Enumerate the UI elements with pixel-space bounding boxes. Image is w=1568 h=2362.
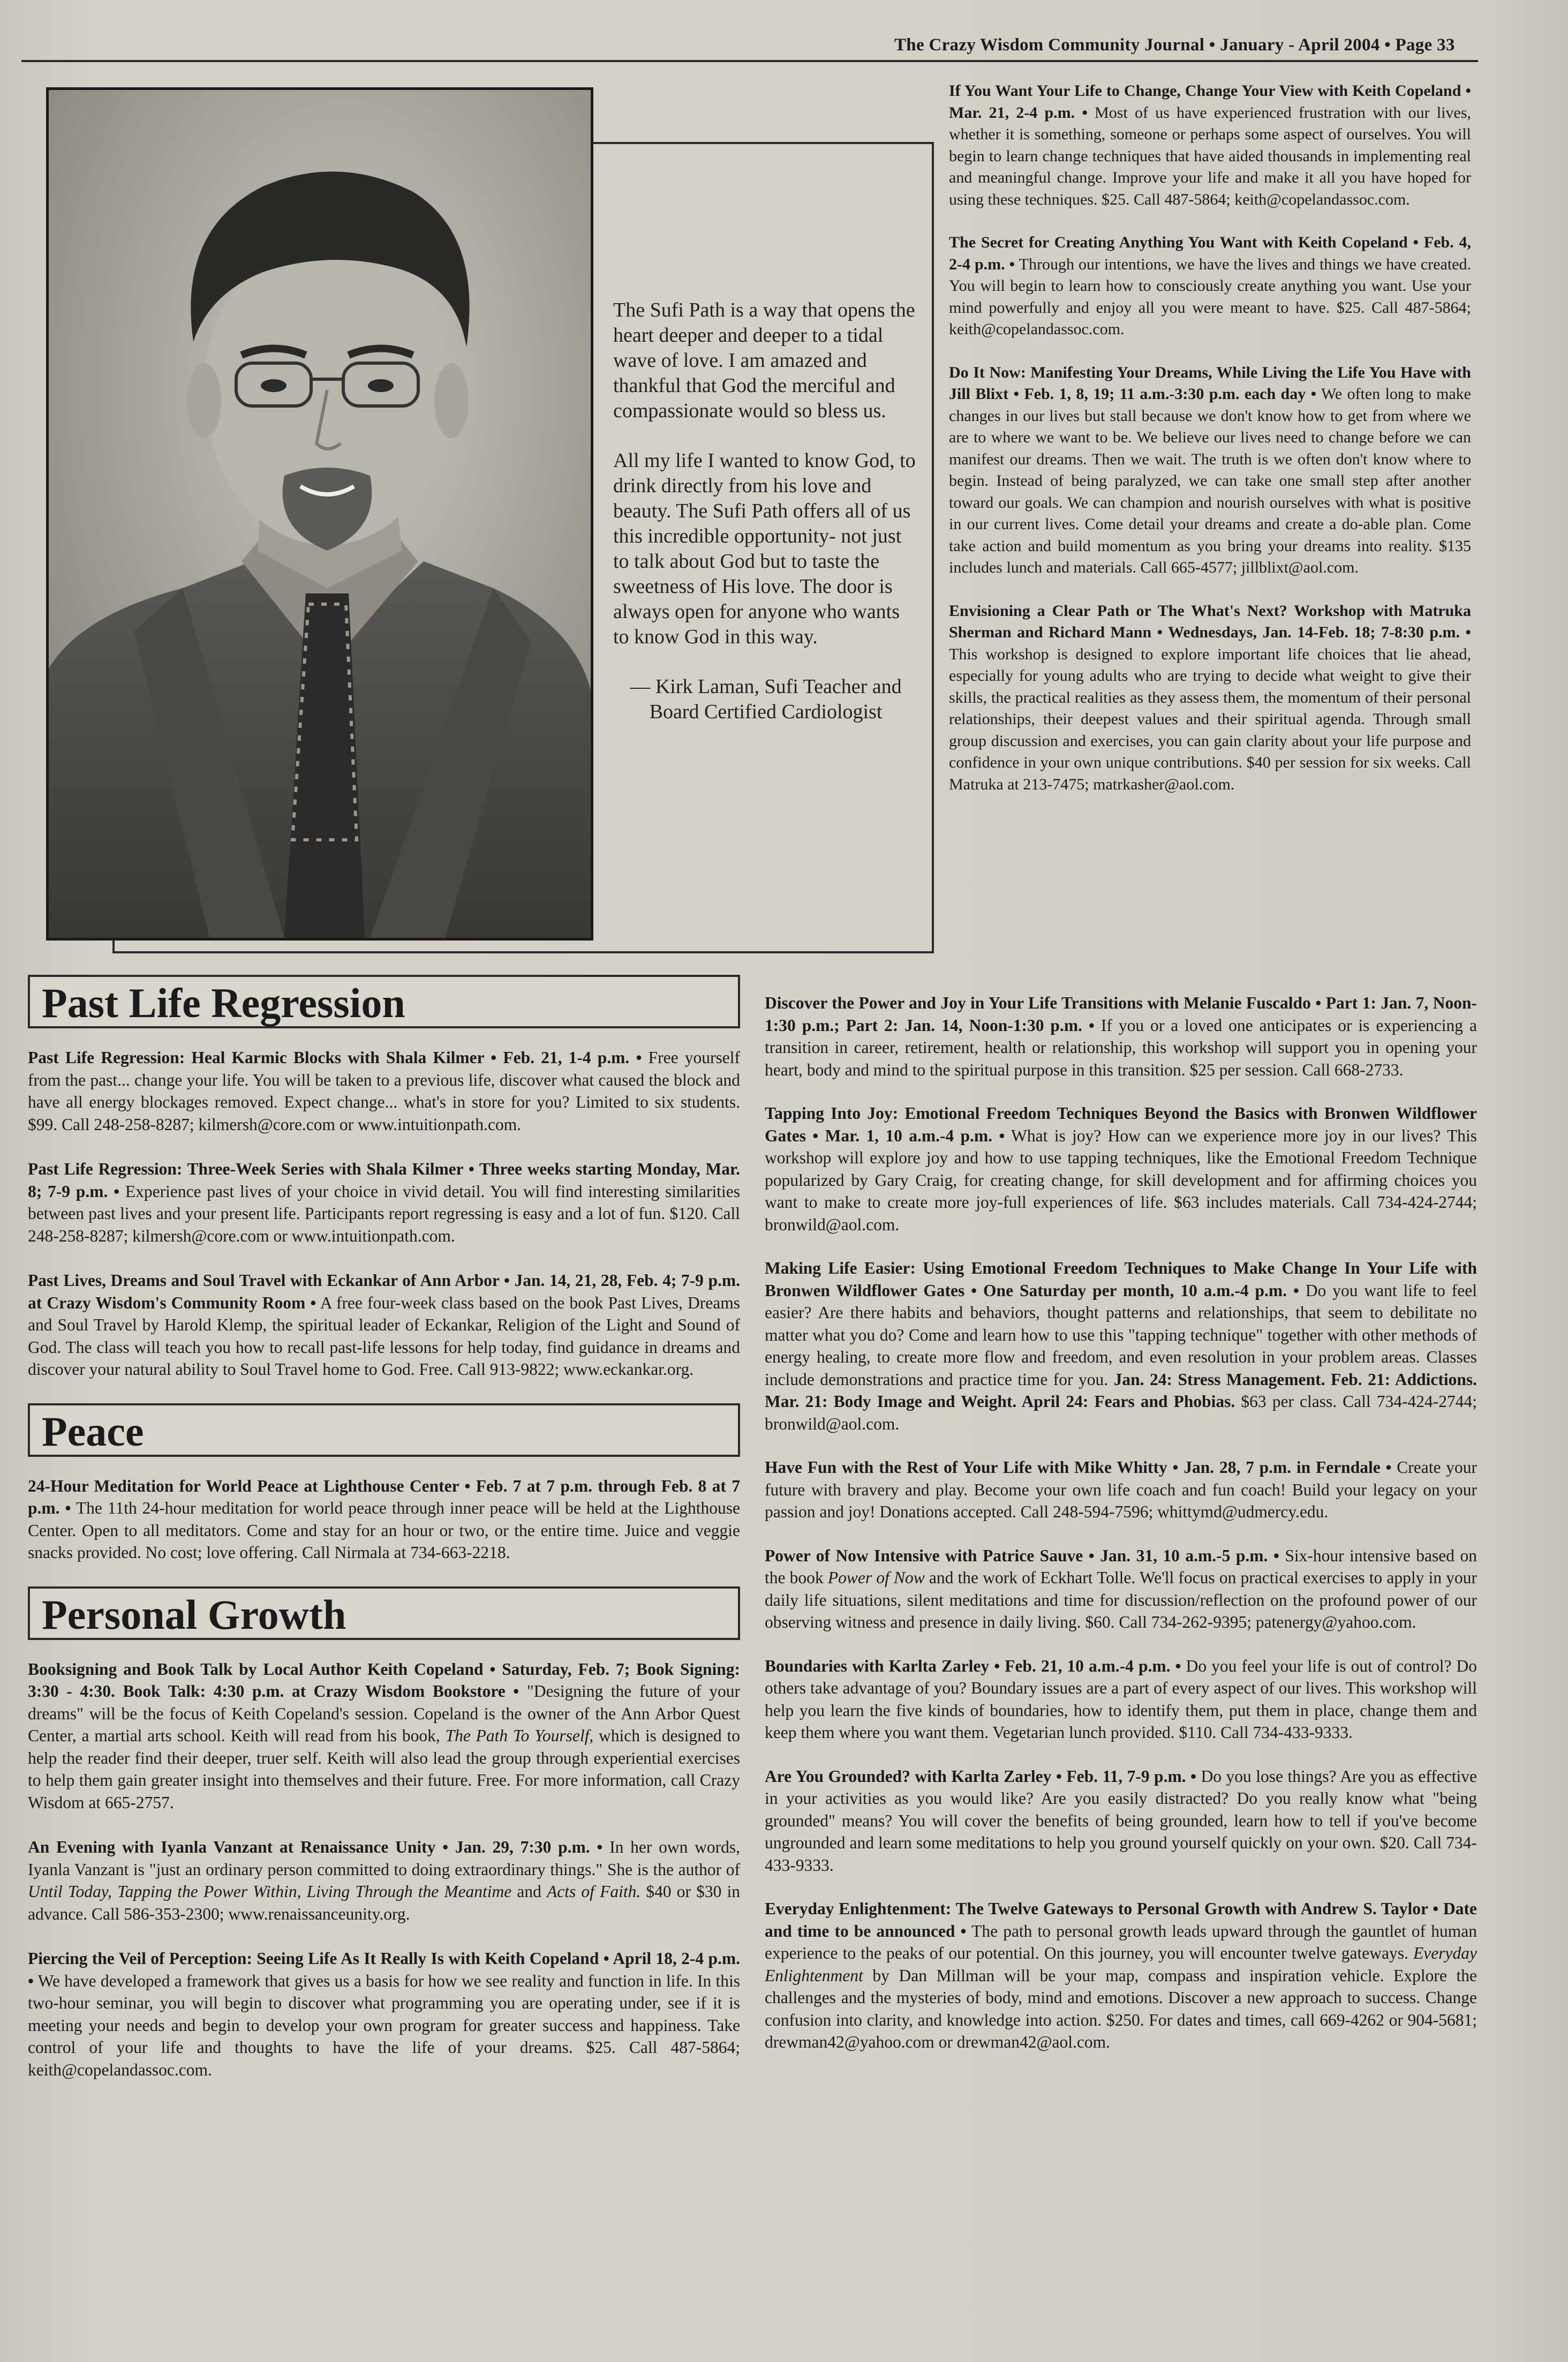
- listing-entry: [765, 1898, 1477, 2053]
- listing-title: Booksigning and Book Talk by Local Author Keith Copeland • Saturday, Feb. 7; Book Signing: 3:30 - 4:30. Book Talk: 4:30 p.m. at Crazy Wisdom Bookstore •: [28, 1659, 740, 1701]
- listing-title: Past Life Regression: Three-Week Series with Shala Kilmer • Three weeks starting Monday, Mar. 8; 7-9 p.m. •: [28, 1160, 740, 1201]
- listing-body: Six-hour intensive based on the book: [765, 1546, 1477, 1587]
- listing-title: Discover the Power and Joy in Your Life Transitions with Melanie Fuscaldo • Part 1: Jan. 7, Noon-1:30 p.m.; Part 2: Jan. 14, Noon-1:30 p.m. •: [765, 994, 1477, 1035]
- sufi-quote: [613, 298, 918, 725]
- listing-entry: [949, 362, 1471, 579]
- listing-body: and: [511, 1882, 547, 1901]
- listing-body: This workshop is designed to explore important life choices that lie ahead, especially for young adults who are trying to decide what weight to give their skills, the practical realities as they assess them, the momentum of their personal relationships, their deepest values and their spiritual agenda. Through small group discussion and exercises, you can gain clarity about your life purpose and confidence in your own unique contributions. $40 per session for six weeks. Call Matruka at 213-7475; matrkasher@aol.com.: [949, 645, 1471, 793]
- listing-entry: [28, 1158, 740, 1247]
- header-rule: [21, 60, 1478, 62]
- book-title: Until Today, Tapping the Power Within, Living Through the Meantime: [28, 1882, 512, 1901]
- quote-frame-right: [932, 142, 934, 953]
- book-title: Acts of Faith.: [547, 1882, 641, 1901]
- listing-entry: [949, 80, 1471, 210]
- listing-body: The path to personal growth leads upward through the gauntlet of human experience to the peaks of our potential. On this journey, you will encounter twelve gateways.: [765, 1921, 1477, 1962]
- listing-body: Through our intentions, we have the lives and things we have created. You will begin to learn how to consciously create anything you want. Use your mind powerfully and enjoy all you were meant to have. $25. Call 487-5864; keith@copelandassoc.com.: [949, 255, 1472, 338]
- listing-entry: [765, 1545, 1477, 1634]
- portrait-illustration: [49, 90, 591, 938]
- listing-body: Free yourself from the past... change your life. You will be taken to a previous life, discover what caused the block and have all energy blockages removed. Expect change... what's in store for you? Limited to six students. $99. Call 248-258-8287; kilmersh@core.com or www.intuitionpath.com.: [28, 1048, 740, 1134]
- section-heading-personal-growth: Personal Growth: [28, 1586, 740, 1640]
- portrait-photo: [46, 87, 593, 941]
- listing-entry: [28, 1047, 740, 1135]
- listing-title: Power of Now Intensive with Patrice Sauve • Jan. 31, 10 a.m.-5 p.m. •: [765, 1546, 1279, 1565]
- listing-body: Do you lose things? Are you as effective in your activities as you would like? Are you easily distracted? Do you really know what "being grounded" means? You will cover the benefits of being grounded, learn how to tell if you've become ungrounded and learn some meditations to help you ground yourself quickly on your own. $20. Call 734-433-9333.: [765, 1766, 1477, 1875]
- listing-title: Do It Now: Manifesting Your Dreams, While Living the Life You Have with Jill Blixt • Feb. 1, 8, 19; 11 a.m.-3:30 p.m. each day •: [949, 363, 1471, 403]
- listing-title: The Secret for Creating Anything You Want with Keith Copeland • Feb. 4, 2-4 p.m. •: [949, 234, 1471, 273]
- listing-body: The 11th 24-hour meditation for world peace through inner peace will be held at the Lighthouse Center. Open to all meditators. Come and stay for an hour or two, or the entire time. Juice and veggie snacks provided. No cost; love offering. Call Nirmala at 734-663-2218.: [28, 1499, 740, 1562]
- listing-body: We often long to make changes in our lives but stall because we don't know how to get from where we are to where we want to be. We believe our lives need to change before we can manifest our dreams. Then we wait. The truth is we often don't know where to begin. Instead of being paralyzed, we can take one small step after another toward our goals. We can champion and nourish ourselves with what is positive in our current lives. Come detail your dreams and create a do-able plan. Come take action and build momentum as you bring your dreams into reality. $135 includes lunch and materials. Call 665-4577; jillblixt@aol.com.: [949, 385, 1471, 576]
- listing-entry: [28, 1269, 740, 1381]
- listing-title: Are You Grounded? with Karlta Zarley • Feb. 11, 7-9 p.m. •: [765, 1766, 1197, 1786]
- listing-entry: [765, 992, 1477, 1081]
- listing-entry: [765, 1456, 1477, 1523]
- listing-entry: [765, 1655, 1477, 1744]
- listing-title: Past Lives, Dreams and Soul Travel with Eckankar of Ann Arbor • Jan. 14, 21, 28, Feb. 4; 7-9 p.m. at Crazy Wisdom's Community Room •: [28, 1271, 740, 1312]
- listing-title: Have Fun with the Rest of Your Life with Mike Whitty • Jan. 28, 7 p.m. in Ferndale •: [765, 1458, 1392, 1477]
- page-header: The Crazy Wisdom Community Journal • January - April 2004 • Page 33: [894, 35, 1455, 55]
- listing-body: Do you want life to feel easier? Are there habits and behaviors, thought patterns and relationships, that seem to debilitate no matter what you do? Come and learn how to use this "tapping technique" together with other methods of energy healing, to create more flow and freedom, and even resolution in your problem areas. Classes include demonstrations and practice time for you.: [765, 1281, 1477, 1389]
- quote-paragraph-2: All my life I wanted to know God, to drink directly from his love and beauty. The Sufi Path offers all of us this incredible opportunity- not just to talk about God but to taste the sweetness of His love. The door is always open for anyone who wants to know God in this way.: [613, 449, 916, 648]
- listing-body: and the work of Eckhart Tolle. We'll focus on practical exercises to apply in your daily life situations, silent meditations and time for discussion/reflection on the profound power of our observing witness and presence in daily living. $60. Call 734-262-9395; patenergy@yahoo.com.: [765, 1568, 1477, 1631]
- listing-body: Experience past lives of your choice in vivid detail. You will find interesting similarities between past lives and your present life. Participants report regressing is easy and a lot of fun. $120. Call 248-258-8287; kilmersh@core.com or www.intuitionpath.com.: [28, 1182, 740, 1245]
- book-title: Everyday Enlightenment: [765, 1944, 1477, 1985]
- listing-entry: [949, 232, 1471, 341]
- book-title: Power of Now: [827, 1568, 925, 1587]
- listing-title: Past Life Regression: Heal Karmic Blocks with Shala Kilmer • Feb. 21, 1-4 p.m. •: [28, 1048, 642, 1067]
- quote-frame-top: [589, 142, 934, 144]
- listing-entry: [765, 1102, 1477, 1236]
- listing-body: by Dan Millman will be your map, compass and inspiration vehicle. Explore the challenges and the mysteries of body, mind and emotions. Discover a new approach to success. Change confusion into clarity, and knowledge into action. $250. For dates and times, call 669-4262 or 904-5681; drewman42@yahoo.com or drewman42@aol.com.: [765, 1966, 1477, 2051]
- left-column: [28, 975, 740, 2103]
- listing-body: If you or a loved one anticipates or is experiencing a transition in career, retirement, health or relationship, this workshop will support you in opening your heart, body and mind to the spiritual purpose in this transition. $25 per session. Call 668-2733.: [765, 1015, 1477, 1079]
- quote-attribution: — Kirk Laman, Sufi Teacher and Board Certified Cardiologist: [630, 675, 902, 723]
- right-column-bottom: [765, 992, 1477, 2075]
- listing-title: Tapping Into Joy: Emotional Freedom Techniques Beyond the Basics with Bronwen Wildflower Gates • Mar. 1, 10 a.m.-4 p.m. •: [765, 1104, 1477, 1145]
- section-heading-past-life: Past Life Regression: [28, 975, 740, 1028]
- listing-title: An Evening with Iyanla Vanzant at Renaissance Unity • Jan. 29, 7:30 p.m. •: [28, 1838, 603, 1856]
- listing-entry: [765, 1257, 1477, 1435]
- class-schedule: Jan. 24: Stress Management. Feb. 21: Addictions. Mar. 21: Body Image and Weight. April 24: Fears and Phobias.: [765, 1370, 1477, 1411]
- listing-body: We have developed a framework that gives us a basis for how we see reality and function in life. In this two-hour seminar, you will begin to discover what programming you are operating under, see if it is meeting your needs and begin to develop your own program for greater success and happiness. Take control of your life and thoughts to have the life of your dreams. $25. Call 487-5864; keith@copelandassoc.com.: [28, 1971, 740, 2079]
- quote-paragraph-1: The Sufi Path is a way that opens the heart deeper and deeper to a tidal wave of love. I am amazed and thankful that God the merciful and compassionate would so bless us.: [613, 299, 915, 422]
- listing-body: A free four-week class based on the book Past Lives, Dreams and Soul Travel by Harold Klemp, the spiritual leader of Eckankar, Religion of the Light and Sound of God. The class will teach you how to recall past-life lessons for help today, find guidance in dreams and discover your natural ability to Soul Travel home to God. Free. Call 913-9822; www.eckankar.org.: [28, 1293, 740, 1379]
- listing-body: $40 or $30 in advance. Call 586-353-2300; www.renaissanceunity.org.: [28, 1882, 740, 1923]
- listing-title: 24-Hour Meditation for World Peace at Lighthouse Center • Feb. 7 at 7 p.m. through Feb. 8 at 7 p.m. •: [28, 1476, 740, 1517]
- listing-body: $63 per class. Call 734-424-2744; bronwild@aol.com.: [765, 1392, 1477, 1433]
- quote-frame-bottom: [112, 951, 934, 953]
- listing-entry: [28, 1836, 740, 1925]
- listing-entry: [28, 1947, 740, 2081]
- listing-body: Most of us have experienced frustration with our lives, whether it is something, someone or perhaps some aspect of ourselves. You will begin to learn change techniques that have aided thousands in implementing real and meaningful change. Improve your life and make it all you have hoped for using these techniques. $25. Call 487-5864; keith@copelandassoc.com.: [949, 103, 1471, 208]
- listing-title: Everyday Enlightenment: The Twelve Gateways to Personal Growth with Andrew S. Taylor • Date and time to be announced •: [765, 1899, 1477, 1940]
- listing-title: Making Life Easier: Using Emotional Freedom Techniques to Make Change In Your Life with Bronwen Wildflower Gates • One Saturday per month, 10 a.m.-4 p.m. •: [765, 1259, 1477, 1300]
- listing-body: Do you feel your life is out of control? Do others take advantage of you? Boundary issues are a part of every aspect of our lives. This workshop will help you learn the five kinds of boundaries, how to identify them, put them in place, change them and keep them where you want them. Vegetarian lunch provided. $110. Call 734-433-9333.: [765, 1656, 1477, 1742]
- right-column-top: [949, 80, 1471, 817]
- listing-title: Piercing the Veil of Perception: Seeing Life As It Really Is with Keith Copeland • April 18, 2-4 p.m. •: [28, 1949, 740, 1990]
- listing-body: Create your future with bravery and play. Become your own life coach and fun coach! Build your legacy on your passion and joy! Donations accepted. Call 248-594-7596; whittymd@udmercy.edu.: [765, 1458, 1477, 1521]
- listing-body: In her own words, Iyanla Vanzant is "just an ordinary person committed to doing extraordinary things." She is the author of: [28, 1838, 740, 1879]
- listing-entry: [28, 1658, 740, 1814]
- listing-body: "Designing the future of your dreams" will be the focus of Keith Copeland's session. Copeland is the owner of the Ann Arbor Quest Center, a martial arts school. Keith will read from his book,: [28, 1682, 740, 1745]
- listing-entry: [765, 1765, 1477, 1877]
- book-title: The Path To Yourself,: [445, 1726, 594, 1745]
- listing-title: Boundaries with Karlta Zarley • Feb. 21, 10 a.m.-4 p.m. •: [765, 1656, 1181, 1675]
- listing-body: What is joy? How can we experience more joy in our lives? This workshop will explore joy and how to use tapping techniques, like the Emotional Freedom Technique popularized by Gary Craig, for creating change, for skill development and for affirming choices you want to make to create more joy-full experiences of life. $63 includes materials. Call 734-424-2744; bronwild@aol.com.: [765, 1126, 1477, 1234]
- listing-body: which is designed to help the reader find their deeper, truer self. Keith will also lead the group through experiential exercises to help them gain greater insight into themselves and their future. Free. For more information, call Crazy Wisdom at 665-2757.: [28, 1726, 740, 1812]
- listing-entry: [949, 600, 1471, 796]
- listing-entry: [28, 1475, 740, 1564]
- listing-title: Envisioning a Clear Path or The What's Next? Workshop with Matruka Sherman and Richard Mann • Wednesdays, Jan. 14-Feb. 18; 7-8:30 p.m. •: [949, 601, 1471, 641]
- listing-title: If You Want Your Life to Change, Change Your View with Keith Copeland • Mar. 21, 2-4 p.m. •: [949, 82, 1471, 122]
- section-heading-peace: Peace: [28, 1403, 740, 1457]
